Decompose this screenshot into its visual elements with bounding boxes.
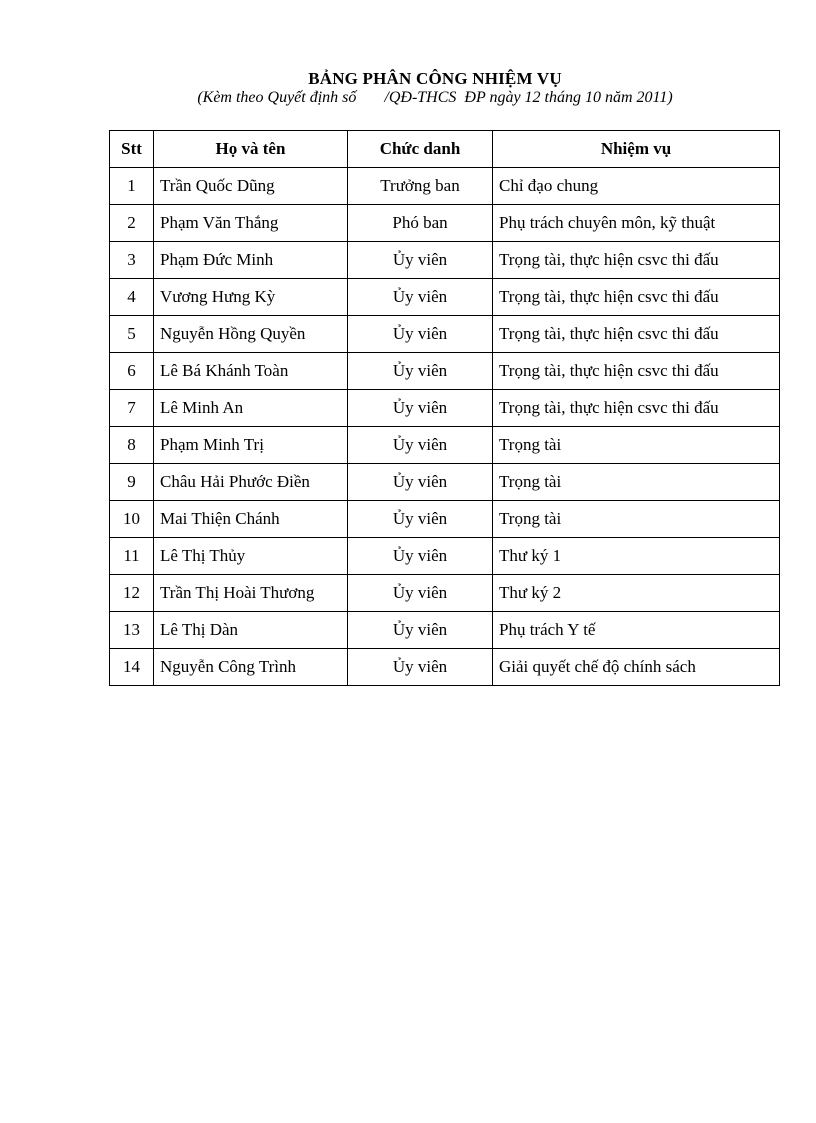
cell-role-text: Ủy viên — [392, 398, 448, 417]
cell-stt — [110, 205, 154, 242]
cell-role-text: Ủy viên — [392, 509, 448, 528]
table-row — [110, 649, 780, 686]
cell-task — [493, 575, 780, 612]
cell-task — [493, 464, 780, 501]
cell-stt-text: 2 — [127, 213, 136, 232]
cell-stt-text: 1 — [127, 176, 136, 195]
cell-task-text: Trọng tài, thực hiện csvc thi đấu — [499, 398, 719, 417]
cell-name — [154, 242, 348, 279]
table-row — [110, 501, 780, 538]
cell-name — [154, 612, 348, 649]
cell-role — [348, 168, 493, 205]
table-header — [110, 131, 780, 168]
cell-role-text: Ủy viên — [392, 250, 448, 269]
cell-task-text: Trọng tài, thực hiện csvc thi đấu — [499, 287, 719, 306]
cell-name — [154, 538, 348, 575]
cell-role-text: Ủy viên — [392, 435, 448, 454]
cell-name — [154, 168, 348, 205]
cell-task — [493, 538, 780, 575]
cell-stt — [110, 649, 154, 686]
table-body — [110, 168, 780, 686]
cell-task — [493, 390, 780, 427]
cell-name-text: Trần Quốc Dũng — [160, 176, 275, 195]
cell-stt — [110, 575, 154, 612]
cell-stt — [110, 353, 154, 390]
cell-task — [493, 205, 780, 242]
cell-task — [493, 353, 780, 390]
cell-name — [154, 205, 348, 242]
cell-role — [348, 279, 493, 316]
cell-name — [154, 353, 348, 390]
cell-name-text: Phạm Văn Thắng — [160, 213, 279, 232]
cell-name-text: Lê Thị Dàn — [160, 620, 239, 639]
cell-name-text: Trần Thị Hoài Thương — [160, 583, 315, 602]
cell-name-text: Lê Thị Thủy — [160, 546, 246, 565]
table-row — [110, 279, 780, 316]
cell-role — [348, 612, 493, 649]
cell-task — [493, 649, 780, 686]
table-row — [110, 390, 780, 427]
cell-stt — [110, 427, 154, 464]
cell-role — [348, 353, 493, 390]
table-row — [110, 242, 780, 279]
cell-task-text: Thư ký 1 — [499, 546, 562, 565]
table-row — [110, 464, 780, 501]
cell-stt — [110, 538, 154, 575]
cell-task-text: Trọng tài, thực hiện csvc thi đấu — [499, 250, 719, 269]
cell-task — [493, 279, 780, 316]
cell-stt-text: 11 — [123, 546, 140, 565]
cell-task-text: Trọng tài — [499, 435, 562, 454]
cell-task-text: Trọng tài, thực hiện csvc thi đấu — [499, 324, 719, 343]
cell-name-text: Mai Thiện Chánh — [160, 509, 280, 528]
cell-stt — [110, 279, 154, 316]
document-subtitle: (Kèm theo Quyết định số /QĐ-THCS ĐP ngày 12 tháng 10 năm 2011) — [197, 89, 673, 106]
assignment-table — [109, 130, 780, 686]
document-title: BẢNG PHÂN CÔNG NHIỆM VỤ — [308, 69, 562, 88]
cell-stt-text: 7 — [127, 398, 136, 417]
cell-role-text: Trưởng ban — [380, 176, 460, 195]
cell-role — [348, 205, 493, 242]
cell-role-text: Ủy viên — [392, 583, 448, 602]
cell-role-text: Ủy viên — [392, 657, 448, 676]
cell-stt-text: 9 — [127, 472, 136, 491]
cell-role-text: Ủy viên — [392, 620, 448, 639]
cell-name — [154, 649, 348, 686]
cell-task-text: Phụ trách Y tế — [499, 620, 596, 639]
table-row — [110, 353, 780, 390]
cell-name-text: Lê Minh An — [160, 398, 244, 417]
cell-stt-text: 13 — [123, 620, 140, 639]
cell-stt — [110, 464, 154, 501]
cell-role-text: Ủy viên — [392, 472, 448, 491]
cell-stt — [110, 612, 154, 649]
cell-task-text: Trọng tài — [499, 509, 562, 528]
cell-stt — [110, 390, 154, 427]
cell-stt — [110, 242, 154, 279]
cell-role — [348, 427, 493, 464]
cell-role — [348, 316, 493, 353]
table-row — [110, 316, 780, 353]
cell-name — [154, 279, 348, 316]
cell-name — [154, 464, 348, 501]
cell-stt-text: 10 — [123, 509, 140, 528]
table-row — [110, 612, 780, 649]
cell-role-text: Ủy viên — [392, 546, 448, 565]
cell-task — [493, 501, 780, 538]
table-row — [110, 168, 780, 205]
cell-stt — [110, 168, 154, 205]
cell-name-text: Vương Hưng Kỳ — [160, 287, 276, 306]
cell-stt-text: 12 — [123, 583, 140, 602]
cell-task-text: Trọng tài — [499, 472, 562, 491]
cell-task-text: Phụ trách chuyên môn, kỹ thuật — [499, 213, 716, 232]
cell-task-text: Chỉ đạo chung — [499, 176, 599, 195]
cell-name — [154, 316, 348, 353]
cell-task — [493, 612, 780, 649]
cell-name-text: Phạm Đức Minh — [160, 250, 274, 269]
cell-role-text: Ủy viên — [392, 324, 448, 343]
cell-role-text: Ủy viên — [392, 361, 448, 380]
cell-task — [493, 316, 780, 353]
cell-name-text: Nguyễn Hồng Quyền — [160, 324, 306, 343]
cell-role — [348, 575, 493, 612]
cell-role-text: Phó ban — [392, 213, 448, 232]
cell-stt-text: 3 — [127, 250, 136, 269]
cell-task-text: Giải quyết chế độ chính sách — [499, 657, 696, 676]
cell-stt-text: 8 — [127, 435, 136, 454]
cell-name-text: Lê Bá Khánh Toàn — [160, 361, 289, 380]
cell-name-text: Nguyễn Công Trình — [160, 657, 297, 676]
cell-name — [154, 575, 348, 612]
cell-role — [348, 464, 493, 501]
cell-task — [493, 242, 780, 279]
cell-name-text: Phạm Minh Trị — [160, 435, 264, 454]
cell-task-text: Thư ký 2 — [499, 583, 562, 602]
cell-role — [348, 390, 493, 427]
cell-role-text: Ủy viên — [392, 287, 448, 306]
cell-name — [154, 427, 348, 464]
header-name: Họ và tên — [154, 131, 348, 168]
cell-role — [348, 501, 493, 538]
table-row — [110, 205, 780, 242]
cell-stt-text: 4 — [127, 287, 136, 306]
table-row — [110, 538, 780, 575]
cell-role — [348, 649, 493, 686]
cell-name — [154, 390, 348, 427]
cell-task — [493, 168, 780, 205]
cell-role — [348, 242, 493, 279]
cell-stt — [110, 501, 154, 538]
cell-stt-text: 5 — [127, 324, 136, 343]
header-stt: Stt — [110, 131, 154, 168]
table-row — [110, 575, 780, 612]
cell-stt — [110, 316, 154, 353]
cell-task — [493, 427, 780, 464]
cell-task-text: Trọng tài, thực hiện csvc thi đấu — [499, 361, 719, 380]
header-row — [110, 131, 780, 168]
cell-role — [348, 538, 493, 575]
table-row — [110, 427, 780, 464]
cell-stt-text: 14 — [123, 657, 140, 676]
cell-stt-text: 6 — [127, 361, 136, 380]
cell-name — [154, 501, 348, 538]
header-role: Chức danh — [348, 131, 493, 168]
header-task: Nhiệm vụ — [493, 131, 780, 168]
cell-name-text: Châu Hải Phước Điền — [160, 472, 310, 491]
